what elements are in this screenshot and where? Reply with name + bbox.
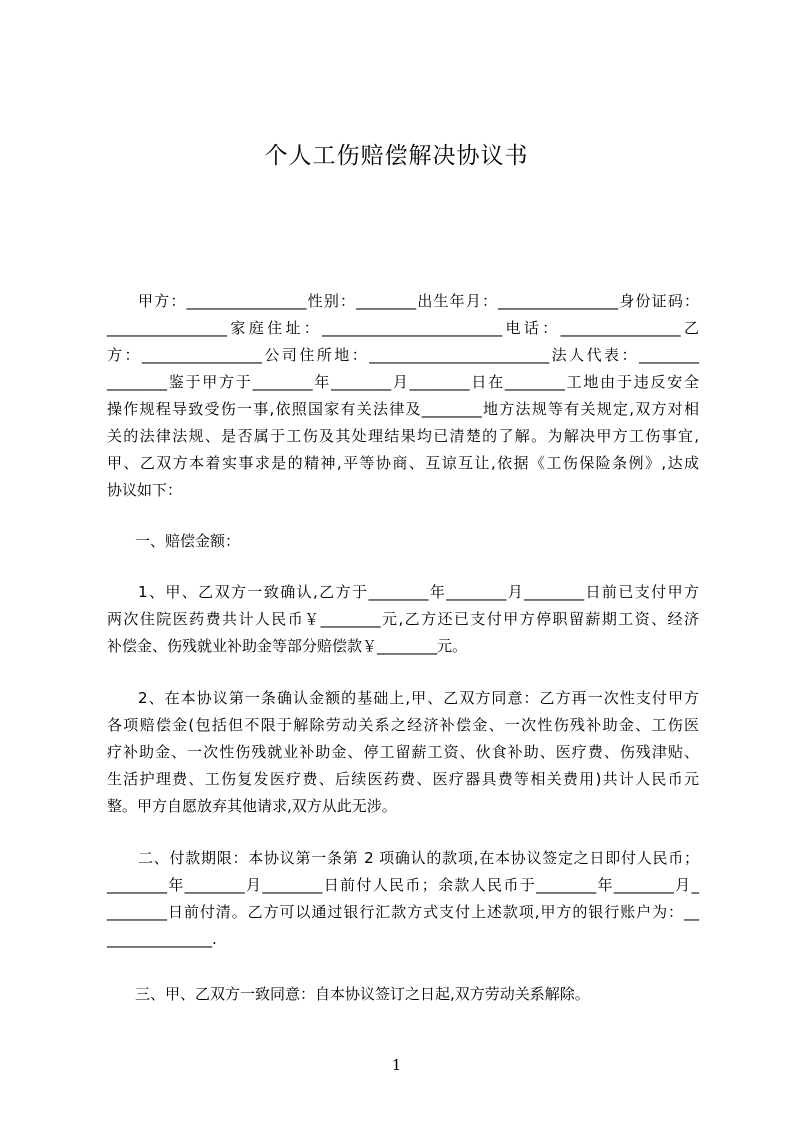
paragraph-line: 整。甲方自愿放弃其他请求,双方从此无涉。 [107,797,397,815]
paragraph-line: ________年________月________日前付人民币；余款人民币于________年________月_ [107,876,699,894]
paragraph-line: ______________. [107,930,217,948]
paragraph-line: ________鉴于甲方于________年________月________日在________工地由于违反安全 [107,373,699,391]
paragraph-line: 生活护理费、工伤复发医疗费、后续医药费、医疗器具费等相关费用)共计人民币元 [107,770,699,788]
paragraph-line: 2、在本协议第一条确认金额的基础上,甲、乙双方同意：乙方再一次性支付甲方 [138,689,699,707]
section-heading: 一、赔偿金额： [135,532,241,550]
paragraph-line: 二、付款期限：本协议第一条第 2 项确认的款项,在本协议签定之日即付人民币； [138,849,699,867]
paragraph-line: ________日前付清。乙方可以通过银行汇款方式支付上述款项,甲方的银行账户为：__ [107,903,699,921]
paragraph-line: 甲、乙双方本着实事求是的精神,平等协商、互谅互让,依据《工伤保险条例》,达成 [107,454,699,472]
paragraph-line: 关的法律法规、是否属于工伤及其处理结果均已清楚的了解。为解决甲方工伤事宜, [107,427,699,445]
paragraph-line: 方：________________公司住所地：________________________法人代表：________ [107,346,699,364]
paragraph-line: ________________家庭住址：________________________电话：________________乙 [107,319,699,337]
paragraph-line: 协议如下： [107,481,183,499]
paragraph-line: 各项赔偿金(包括但不限于解除劳动关系之经济补偿金、一次性伤残补助金、工伤医 [107,716,699,734]
section-heading: 三、甲、乙双方一致同意：自本协议签订之日起,双方劳动关系解除。 [135,985,590,1003]
paragraph-line: 甲方：________________性别：________出生年月：________________身份证码： [138,292,699,310]
paragraph-line: 补偿金、伤残就业补助金等部分赔偿款￥________元。 [107,637,468,655]
page-number: 1 [391,1056,402,1074]
document-title: 个人工伤赔偿解决协议书 [264,143,529,169]
paragraph-line: 两次住院医药费共计人民币￥________元,乙方还已支付甲方停职留薪期工资、经济 [107,610,699,628]
paragraph-line: 疗补助金、一次性伤残就业补助金、停工留薪工资、伙食补助、医疗费、伤残津贴、 [107,743,699,761]
paragraph-line: 1、甲、乙双方一致确认,乙方于________年________月________日前已支付甲方 [138,583,699,601]
paragraph-line: 操作规程导致受伤一事,依照国家有关法律及________地方法规等有关规定,双方对相 [107,400,699,418]
